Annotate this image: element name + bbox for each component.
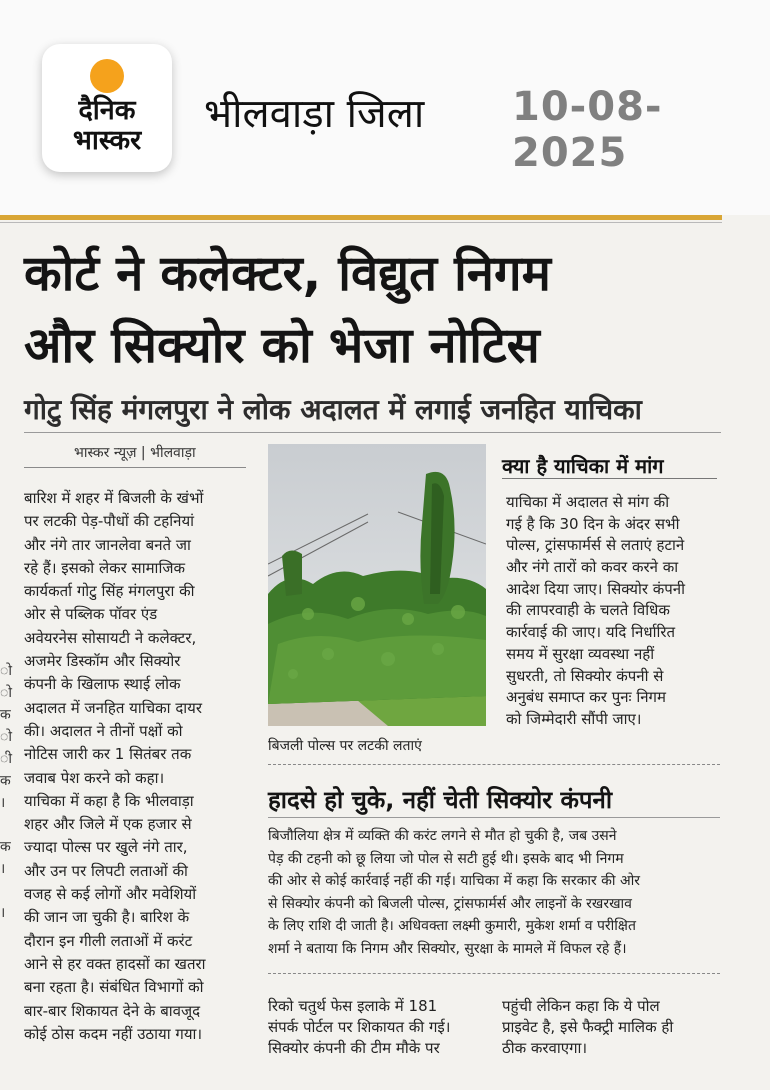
caption-rule	[268, 764, 720, 765]
headline-line-1: कोर्ट ने कलेक्टर, विद्युत निगम	[24, 245, 551, 302]
body-text-line: जवाब पेश करने को कहा।	[24, 768, 165, 787]
top-rule-thin	[0, 222, 722, 223]
dainik-bhaskar-logo[interactable]	[42, 44, 172, 172]
demand-box-title: क्या है याचिका में मांग	[502, 454, 664, 478]
body-text-line: रहे हैं। इसको लेकर सामाजिक	[24, 558, 185, 577]
demand-text-line: आदेश दिया जाए। सिक्योर कंपनी	[506, 579, 686, 598]
subhead-rule	[24, 432, 721, 433]
edition-date: 10-08-2025	[512, 84, 663, 176]
demand-text-line: याचिका में अदालत से मांग की	[506, 493, 670, 511]
body-text-line: याचिका में कहा है कि भीलवाड़ा	[24, 791, 194, 810]
body-text-line: और नंगे तार जानलेवा बनते जा	[24, 535, 191, 554]
app-header	[0, 0, 770, 215]
body-text-line: ओर से पब्लिक पॉवर एंड	[24, 605, 158, 624]
body-text-line: शहर और जिले में एक हजार से	[24, 815, 192, 834]
body-text-line: पर लटकी पेड़-पौधों की टहनियां	[24, 512, 195, 531]
gold-top-rule	[0, 215, 722, 220]
edge-fragment: ो	[0, 685, 12, 701]
edge-fragment: क	[0, 773, 11, 789]
demand-text-line: सुधरती, तो सिक्योर कंपनी से	[506, 666, 664, 685]
body-text-line: और उन पर लिपटी लताओं की	[24, 861, 188, 880]
article-photo-poles-vines	[268, 444, 486, 726]
demand-text-line: को जिम्मेदारी सौंपी जाए।	[506, 709, 642, 728]
section2-right-line: प्राइवेट है, इसे फैक्ट्री मालिक ही	[502, 1018, 674, 1036]
demand-text-line: गई है कि 30 दिन के अंदर सभी	[506, 514, 680, 533]
sun-icon	[90, 59, 124, 93]
section2-title: हादसे हो चुके, नहीं चेती सिक्योर कंपनी	[268, 786, 613, 814]
photo-caption: बिजली पोल्स पर लटकी लताएं	[268, 738, 422, 754]
body-text-line: कंपनी के खिलाफ स्थाई लोक	[24, 675, 181, 694]
edge-fragment: ो	[0, 663, 12, 679]
edge-fragment: क	[0, 707, 11, 723]
section2-left-line: सिक्योर कंपनी की टीम मौके पर	[268, 1039, 440, 1057]
logo-text-line1: दैनिक	[78, 95, 136, 126]
headline-line-2: और सिक्योर को भेजा नोटिस	[24, 317, 540, 374]
section2-text-line: पेड़ की टहनी को छू लिया जो पोल से सटी हुई थी। इसके बाद भी निगम	[268, 850, 624, 867]
body-text-line: कोई ठोस कदम नहीं उठाया गया।	[24, 1024, 203, 1043]
section2-left-line: रिको चतुर्थ फेस इलाके में 181	[268, 997, 438, 1015]
demand-box-rule	[502, 478, 717, 479]
body-text-line: नोटिस जारी कर 1 सितंबर तक	[24, 745, 192, 764]
logo-text-line2: भास्कर	[72, 125, 142, 156]
body-text-line: बना रहता है। संबंधित विभागों को	[24, 978, 204, 997]
body-text-line: अवेयरनेस सोसायटी ने कलेक्टर,	[24, 628, 197, 647]
body-text-line: बारिश में शहर में बिजली के खंभों	[24, 489, 204, 507]
section2-body	[268, 825, 720, 960]
body-text-line: दौरान इन गीली लताओं में करंट	[24, 931, 193, 950]
edge-fragment	[0, 880, 10, 902]
edge-fragment: ।	[0, 861, 6, 877]
next-headline-cutoff	[30, 1074, 750, 1090]
body-text-line: की जान जा चुकी है। बारिश के	[24, 908, 190, 927]
body-text-line: ज्यादा पोल्स पर खुले नंगे तार,	[24, 838, 188, 857]
edge-fragment: क	[0, 839, 11, 855]
body-text-line: अजमेर डिस्कॉम और सिक्योर	[24, 652, 181, 671]
demand-text-line: समय में सुरक्षा व्यवस्था नहीं	[506, 644, 655, 663]
demand-text-line: और नंगे तारों को कवर करने का	[506, 558, 679, 577]
body-text-line: की। अदालत ने तीनों पक्षों को	[24, 721, 183, 740]
demand-text-line: अनुबंध समाप्त कर पुनः निगम	[506, 688, 666, 707]
section2-text-line: की ओर से कोई कार्रवाई नहीं की गई। याचिका में कहा कि सरकार की ओर	[268, 873, 641, 889]
body-text-line: आने से हर वक्त हादसों का खतरा	[24, 954, 206, 973]
section2-text-line: से सिक्योर कंपनी को बिजली पोल्स, ट्रांसफार्मर्स और लाइनों के रखरखाव	[268, 895, 632, 912]
demand-box-body	[506, 492, 716, 731]
section2-col-left	[268, 996, 486, 1059]
section2-rule	[268, 817, 720, 818]
subheadline: गोटु सिंह मंगलपुरा ने लोक अदालत में लगाई जनहित याचिका	[24, 393, 642, 426]
left-edge-fragments	[0, 660, 10, 924]
body-text-line: कार्यकर्ता गोटु सिंह मंगलपुरा की	[24, 582, 195, 601]
edge-fragment	[0, 814, 10, 836]
edge-fragment: ।	[0, 795, 6, 811]
demand-text-line: की लापरवाही के चलते विधिक	[506, 601, 670, 620]
edge-fragment: ो	[0, 729, 12, 745]
section2-col-right	[502, 996, 722, 1059]
body-text-line: बार-बार शिकायत देने के बावजूद	[24, 1001, 201, 1020]
edge-fragment: ।	[0, 905, 6, 921]
byline: भास्कर न्यूज़ | भीलवाड़ा	[74, 445, 196, 461]
edge-fragment: ी	[0, 751, 12, 767]
section2-right-line: पहुंची लेकिन कहा कि ये पोल	[502, 997, 660, 1015]
body-text-line: वजह से कई लोगों और मवेशियों	[24, 885, 197, 904]
section2-text-line: शर्मा ने बताया कि निगम और सिक्योर, सुरक्षा के मामले में विफल रहे हैं।	[268, 940, 627, 957]
section2-text-line: के लिए राशि दी जाती है। अधिवक्ता लक्ष्मी कुमारी, मुकेश शर्मा व परीक्षित	[268, 918, 636, 934]
edition-district: भीलवाड़ा जिला	[204, 91, 425, 137]
article-body-column	[24, 487, 246, 1046]
section2-right-line: ठीक करवाएगा।	[502, 1039, 588, 1057]
byline-rule	[24, 467, 246, 468]
demand-text-line: कार्रवाई की जाए। यदि निर्धारित	[506, 623, 676, 642]
section2-bottom-rule	[268, 973, 720, 974]
demand-text-line: पोल्स, ट्रांसफार्मर्स से लताएं हटाने	[506, 536, 685, 555]
section2-left-line: संपर्क पोर्टल पर शिकायत की गई।	[268, 1018, 451, 1036]
body-text-line: अदालत में जनहित याचिका दायर	[24, 698, 203, 717]
section2-text-line: बिजौलिया क्षेत्र में व्यक्ति की करंट लगने से मौत हो चुकी है, जब उसने	[268, 828, 617, 844]
